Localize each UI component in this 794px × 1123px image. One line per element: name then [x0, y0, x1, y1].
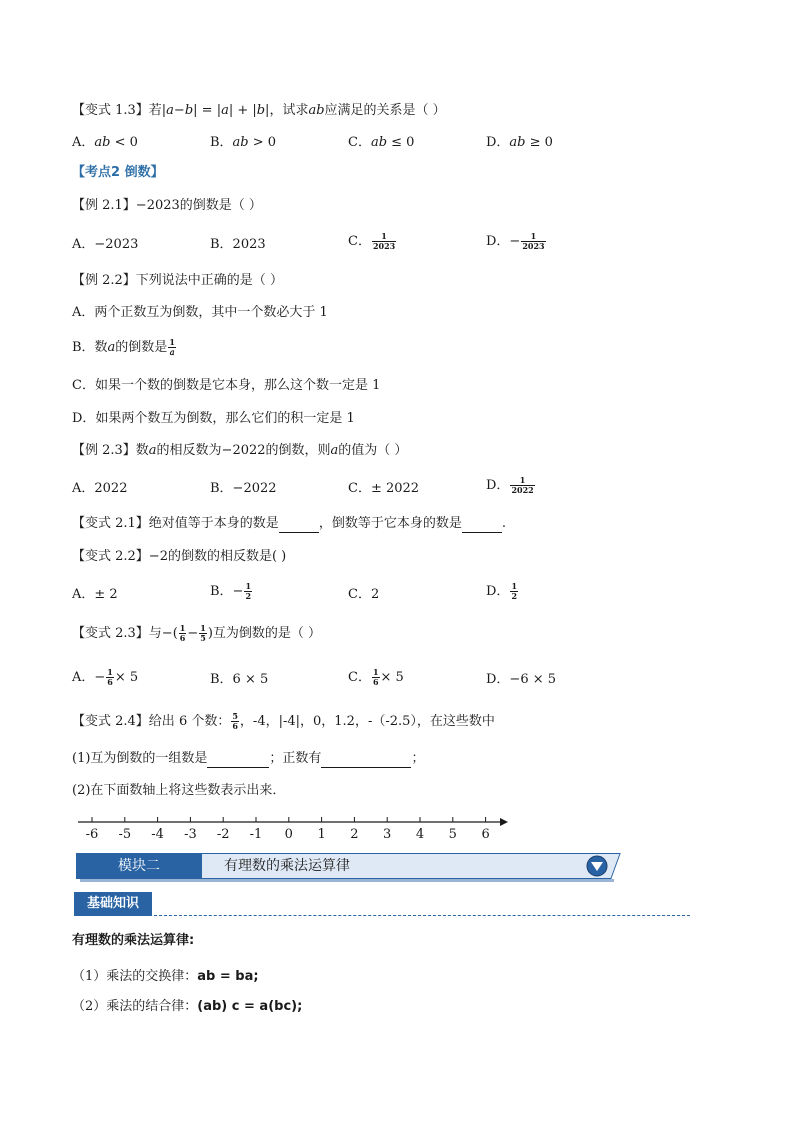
option-a-suffix: × 5 [114, 670, 139, 685]
option-a: A．2022 [72, 481, 128, 496]
v24-post: ，-4，|-4|，0，1.2，-（-2.5），在这些数中 [239, 714, 495, 729]
chevron-down-icon[interactable] [586, 855, 608, 877]
option-d: D．−6 × 5 [486, 672, 557, 687]
number-line-tick-label: 0 [284, 827, 293, 842]
option-d-prefix: D． [486, 478, 510, 493]
law-item-1 [72, 968, 259, 986]
module-title: 有理数的乘法运算律 [224, 858, 350, 874]
law-item-2-formula: (ab) c = a(bc); [197, 999, 303, 1014]
divider [154, 915, 690, 916]
option-b: B．2023 [210, 237, 266, 252]
v23-pre: 【变式 2.3】与−( [72, 626, 178, 641]
number-line-tick-label: 1 [317, 827, 326, 842]
option-a-prefix: A．− [72, 670, 106, 685]
v24-q1-a: (1)互为倒数的一组数是 [72, 751, 208, 766]
fraction: $\frac{1}{2}$ [245, 581, 252, 601]
question-v13-stem: 【变式 1.3】若|𝑎−𝑏| = |𝑎| + |𝑏|，试求𝑎𝑏应满足的关系是（ ） [72, 103, 446, 118]
module-banner [76, 853, 614, 879]
number-line-tick-label: -1 [249, 827, 263, 842]
law-item-2 [72, 998, 302, 1016]
number-line-tick-label: -6 [85, 827, 99, 842]
option-c: C．± 2022 [348, 481, 420, 496]
module-label: 模块二 [76, 853, 202, 879]
option-a: A．𝑎𝑏 < 0 [72, 135, 138, 150]
number-line-tick-label: -2 [216, 827, 230, 842]
fraction: $\frac{1}{2023}$ [372, 231, 396, 251]
option-c-suffix: × 5 [380, 670, 404, 685]
fraction: $\frac{1}{2022}$ [511, 475, 534, 495]
fraction: $\frac{1}{6}$ [179, 623, 186, 643]
fraction: $\frac{1}{\text{𝑎}}$ [169, 337, 175, 357]
fraction: $\frac{1}{2023}$ [522, 231, 545, 251]
question-v24-q2: (2)在下面数轴上将这些数表示出来． [72, 783, 286, 798]
option-b: B．−2022 [210, 481, 277, 496]
question-v22-stem: 【变式 2.2】−2的倒数的相反数是( ) [72, 549, 287, 564]
option-b: B．𝑎𝑏 > 0 [210, 135, 277, 150]
question-e23-stem: 【例 2.3】数𝑎的相反数为−2022的倒数，则𝑎的值为（ ） [72, 443, 408, 458]
number-line-tick-label: -5 [118, 827, 132, 842]
fraction: $\frac{1}{6}$ [107, 667, 113, 687]
law-heading: 有理数的乘法运算律: [72, 933, 195, 948]
option-d: D．𝑎𝑏 ≥ 0 [486, 135, 553, 150]
option-b-prefix: B．数𝑎的倒数是 [72, 340, 168, 355]
option-c-prefix: C． [348, 234, 371, 249]
law-item-2-label: （2）乘法的结合律： [72, 999, 198, 1014]
v24-pre: 【变式 2.4】给出 6 个数： [72, 714, 231, 729]
fraction: $\frac{1}{5}$ [200, 623, 206, 643]
number-line-tick-label: 4 [415, 827, 425, 842]
basic-knowledge-badge: 基础知识 [74, 892, 152, 916]
option-c: C．如果一个数的倒数是它本身，那么这个数一定是 1 [72, 378, 381, 393]
v21-part1: 【变式 2.1】绝对值等于本身的数是 [72, 516, 279, 531]
law-item-1-label: （1）乘法的交换律： [72, 969, 198, 984]
v21-part3: . [501, 516, 506, 531]
fraction: $\frac{1}{2}$ [511, 581, 518, 601]
law-item-1-formula: ab = ba; [197, 969, 259, 984]
v24-q1-b: ；正数有 [269, 751, 322, 766]
option-d-prefix: D． [486, 584, 510, 599]
v24-q1-c: ； [411, 751, 425, 766]
v23-mid: − [187, 626, 199, 641]
question-e21-stem: 【例 2.1】−2023的倒数是（ ） [72, 198, 262, 213]
option-d-prefix: D．− [486, 234, 521, 249]
section-heading-kp2: 【考点2 倒数】 [72, 165, 164, 180]
option-b: B．6 × 5 [210, 672, 269, 687]
option-c: C．𝑎𝑏 ≤ 0 [348, 135, 415, 150]
number-line-tick-label: -3 [184, 827, 197, 842]
fraction: $\frac{5}{6}$ [232, 711, 238, 731]
v23-post: )互为倒数的是（ ） [207, 626, 322, 641]
number-line-tick-label: 6 [481, 827, 490, 842]
arrow-right-icon [500, 818, 508, 826]
number-line-tick-label: 5 [448, 827, 457, 842]
number-line-tick-label: 2 [350, 827, 359, 842]
number-line-tick-label: 3 [383, 827, 392, 842]
option-c: C．2 [348, 587, 380, 602]
fraction: $\frac{1}{6}$ [372, 667, 379, 687]
v21-part2: ，倒数等于它本身的数是 [318, 516, 462, 531]
option-c-prefix: C． [348, 670, 371, 685]
option-d: D．如果两个数互为倒数，那么它们的积一定是 1 [72, 411, 355, 426]
question-e22-stem: 【例 2.2】下列说法中正确的是（ ） [72, 273, 283, 288]
option-a: A．−2023 [72, 237, 139, 252]
option-b-prefix: B．− [210, 584, 244, 599]
option-a: A．两个正数互为倒数，其中一个数必大于 1 [72, 305, 328, 320]
option-a: A．± 2 [72, 587, 118, 602]
banner-shadow [80, 879, 614, 882]
number-line-tick-label: -4 [151, 827, 164, 842]
